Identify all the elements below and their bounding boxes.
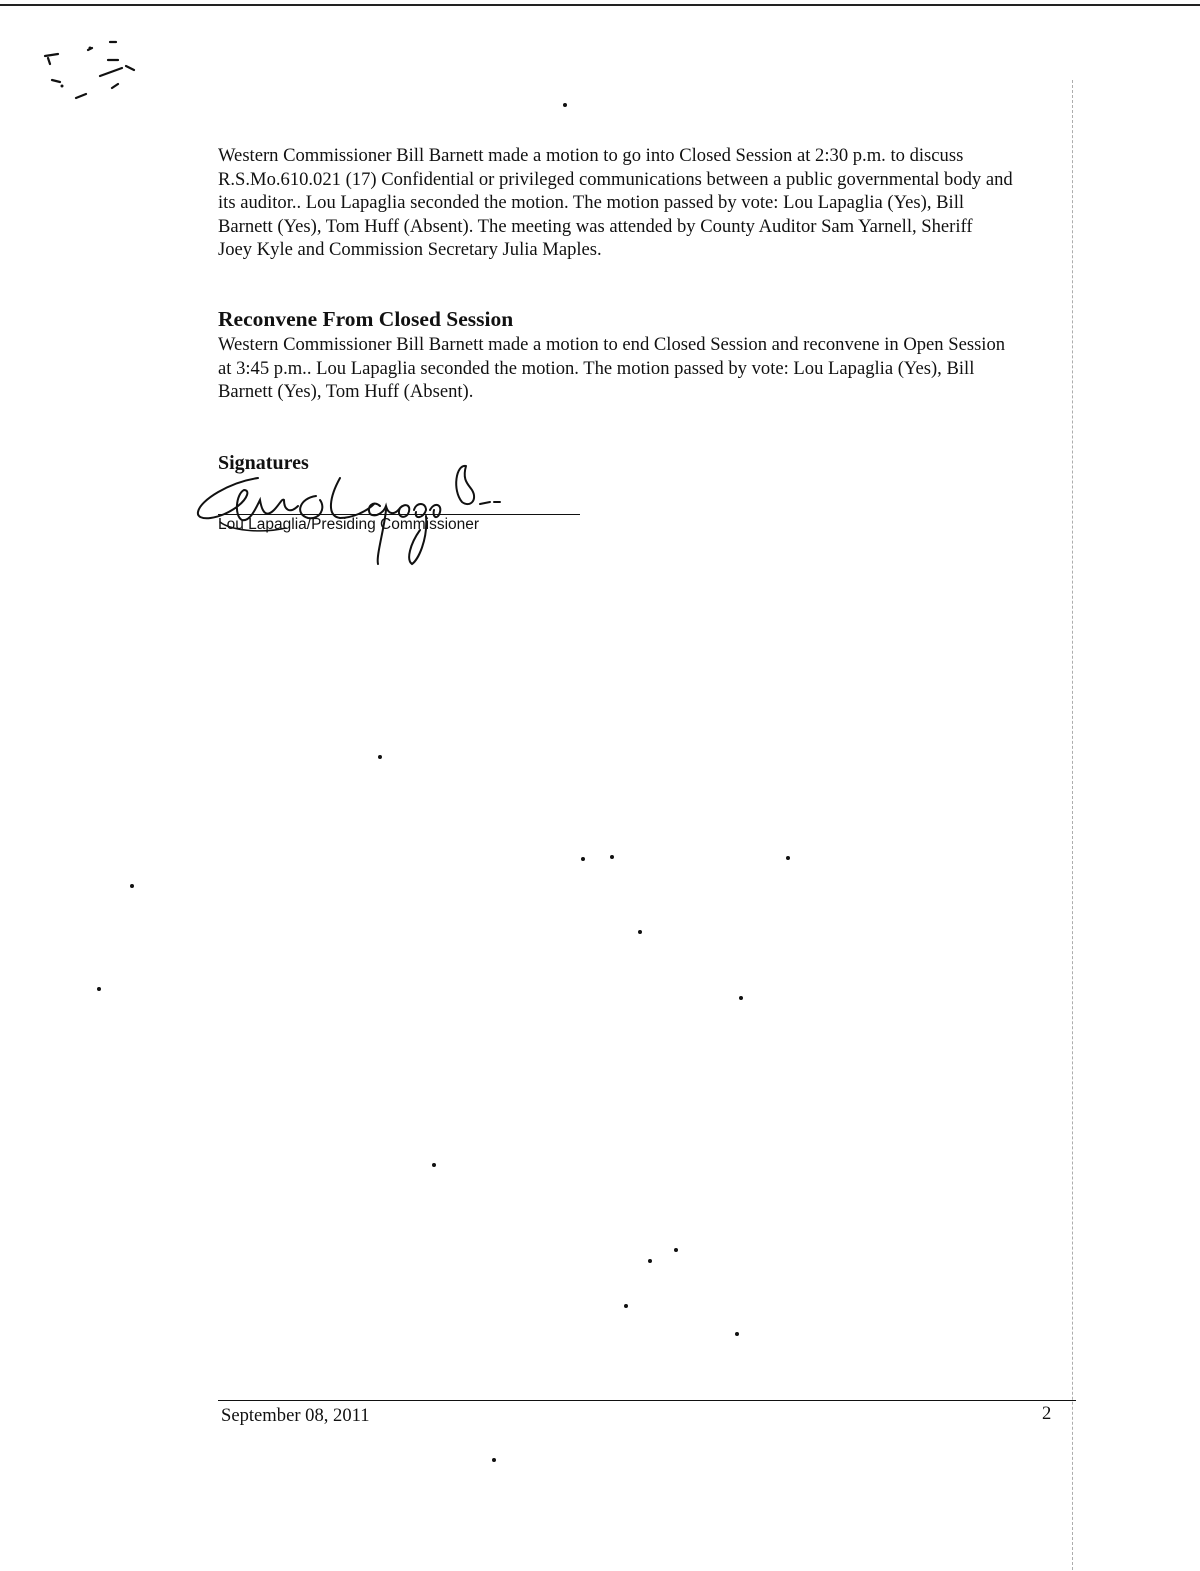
handwritten-signature xyxy=(190,460,510,570)
scan-speck xyxy=(786,856,790,860)
scan-speck xyxy=(638,930,642,934)
scan-speck xyxy=(735,1332,739,1336)
scan-speck xyxy=(581,857,585,861)
scan-speck xyxy=(610,855,614,859)
scan-noise-marks xyxy=(40,36,150,116)
closed-session-paragraph: Western Commissioner Bill Barnett made a motion to go into Closed Session at 2:30 p.m. to discuss R.S.Mo.610.021 (17) Confidential or privileged communications between a public governmental body and its auditor.. Lou Lapaglia seconded the motion. The motion passed by vote: Lou Lapaglia (Yes), Bill Barnett (Yes), Tom Huff (Absent). The meeting was attended by County Auditor Sam Yarnell, Sheriff Joey Kyle and Commission Secretary Julia Maples. xyxy=(218,145,1013,260)
signer-label: Lou Lapaglia/Presiding Commissioner xyxy=(218,516,480,533)
top-scan-rule xyxy=(0,4,1200,6)
scan-speck xyxy=(624,1304,628,1308)
scan-speck xyxy=(739,996,743,1000)
scan-speck xyxy=(563,103,567,107)
scan-speck xyxy=(492,1458,496,1462)
scan-speck xyxy=(130,884,134,888)
page-number: 2 xyxy=(1042,1403,1052,1424)
scan-speck xyxy=(674,1248,678,1252)
reconvene-paragraph: Western Commissioner Bill Barnett made a motion to end Closed Session and reconvene in Open Session at 3:45 p.m.. Lou Lapaglia seconded the motion. The motion passed by vote: Lou Lapaglia (Yes), Bill Barnett (Yes), Tom Huff (Absent). xyxy=(218,334,1006,402)
scan-speck xyxy=(378,755,382,759)
scan-edge-artifact xyxy=(1072,80,1073,1570)
footer-date: September 08, 2011 xyxy=(221,1405,370,1426)
footer-rule xyxy=(218,1400,1076,1401)
scan-speck xyxy=(432,1163,436,1167)
reconvene-heading: Reconvene From Closed Session xyxy=(218,307,514,331)
scan-speck xyxy=(648,1259,652,1263)
signatures-heading: Signatures xyxy=(218,452,309,474)
scan-speck xyxy=(97,987,101,991)
